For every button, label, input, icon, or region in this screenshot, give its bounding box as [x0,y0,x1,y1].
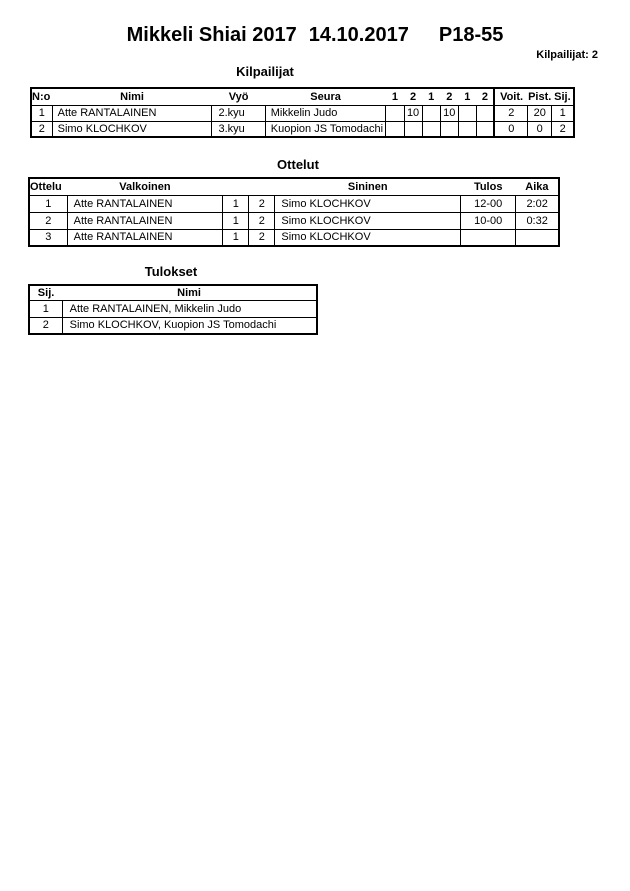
table-row [29,317,317,334]
matches-heading: Ottelut [277,157,319,172]
col-header-round: 1 [386,88,404,105]
col-header-time: Aika [516,178,559,195]
result-name: Atte RANTALAINEN, Mikkelin Judo [62,300,317,317]
title-category: P18-55 [438,24,504,46]
score-cell [386,121,404,137]
competitor-wins: 2 [494,105,527,121]
table-row [29,195,559,212]
matches-header-row [29,178,559,195]
match-no: 2 [29,212,67,229]
table-row [29,300,317,317]
competitor-place: 1 [552,105,574,121]
col-header-place: Sij. [29,285,62,300]
col-header-club: Seura [265,88,386,105]
col-header-result: Tulos [461,178,516,195]
result-name: Simo KLOCHKOV, Kuopion JS Tomodachi [62,317,317,334]
competitor-count: Kilpailijat: 2 [536,49,598,61]
competitor-points: 20 [528,105,552,121]
score-cell [422,121,440,137]
blue-name: Simo KLOCHKOV [275,212,461,229]
competitor-club: Kuopion JS Tomodachi [265,121,386,137]
white-number: 1 [223,212,249,229]
result-place: 1 [29,300,62,317]
col-header-place: Sij. [552,88,574,105]
score-cell [386,105,404,121]
match-no: 3 [29,229,67,246]
col-header-blue: Sininen [275,178,461,195]
match-result: 12-00 [461,195,516,212]
competitor-club: Mikkelin Judo [265,105,386,121]
competitor-no: 2 [31,121,52,137]
col-header-round: 1 [422,88,440,105]
col-header-no: N:o [31,88,52,105]
col-header-round: 1 [458,88,476,105]
result-place: 2 [29,317,62,334]
white-number: 1 [223,195,249,212]
col-header-spacer [249,178,275,195]
white-number: 1 [223,229,249,246]
col-header-points: Pist. [528,88,552,105]
competitor-place: 2 [552,121,574,137]
table-row [31,105,574,121]
score-cell [476,105,494,121]
competitors-header-row [31,88,574,105]
score-cell [476,121,494,137]
col-header-round: 2 [440,88,458,105]
score-cell: 10 [404,105,422,121]
white-name: Atte RANTALAINEN [67,229,223,246]
competitor-name: Atte RANTALAINEN [52,105,212,121]
score-cell [458,105,476,121]
score-cell [404,121,422,137]
blue-number: 2 [249,195,275,212]
results-table [28,284,318,335]
blue-name: Simo KLOCHKOV [275,229,461,246]
blue-number: 2 [249,212,275,229]
results-heading: Tulokset [144,264,198,279]
competitors-heading: Kilpailijat [236,64,294,79]
page-title [0,24,630,47]
table-row [31,121,574,137]
table-row [29,229,559,246]
score-cell: 10 [440,105,458,121]
competitor-points: 0 [528,121,552,137]
table-row [29,212,559,229]
col-header-round: 2 [404,88,422,105]
col-header-white: Valkoinen [67,178,223,195]
competitor-belt: 3.kyu [212,121,265,137]
match-result [461,229,516,246]
score-cell [422,105,440,121]
col-header-round: 2 [476,88,494,105]
blue-name: Simo KLOCHKOV [275,195,461,212]
competitors-table [30,87,575,138]
col-header-name: Nimi [62,285,317,300]
col-header-belt: Vyö [212,88,265,105]
white-name: Atte RANTALAINEN [67,195,223,212]
title-event: Mikkeli Shiai 2017 [126,24,297,46]
match-no: 1 [29,195,67,212]
results-header-row [29,285,317,300]
match-time [516,229,559,246]
competitor-belt: 2.kyu [212,105,265,121]
competitor-no: 1 [31,105,52,121]
match-time: 2:02 [516,195,559,212]
score-cell [440,121,458,137]
title-date: 14.10.2017 [308,24,409,46]
white-name: Atte RANTALAINEN [67,212,223,229]
competitor-name: Simo KLOCHKOV [52,121,212,137]
blue-number: 2 [249,229,275,246]
score-cell [458,121,476,137]
col-header-name: Nimi [52,88,212,105]
match-time: 0:32 [516,212,559,229]
competitor-wins: 0 [494,121,527,137]
col-header-wins: Voit. [494,88,527,105]
match-result: 10-00 [461,212,516,229]
col-header-match: Ottelu [29,178,67,195]
matches-table [28,177,560,247]
col-header-spacer [223,178,249,195]
